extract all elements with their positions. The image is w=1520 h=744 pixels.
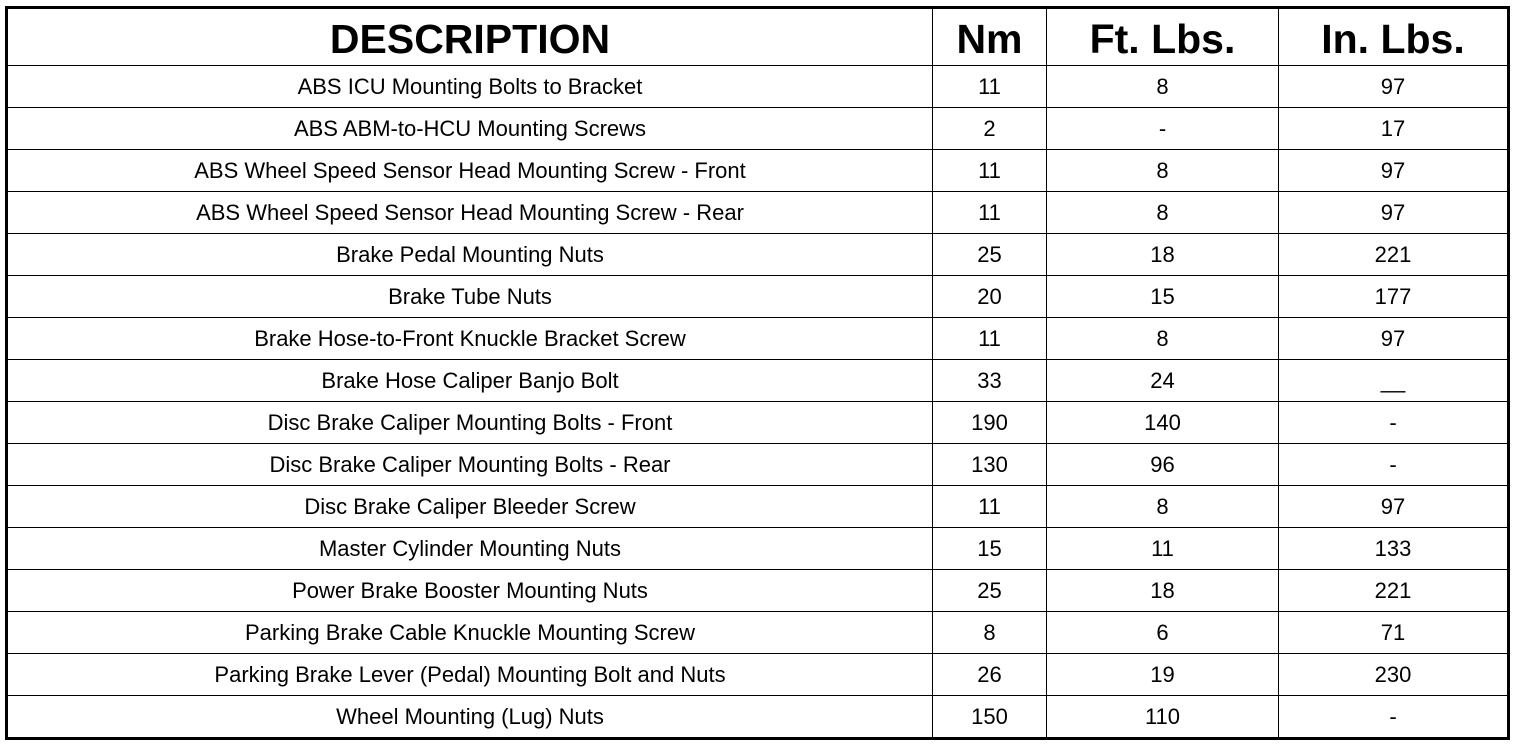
cell-nm: 190 (933, 402, 1047, 444)
cell-ft-lbs: 140 (1047, 402, 1279, 444)
cell-ft-lbs: 24 (1047, 360, 1279, 402)
cell-nm: 11 (933, 318, 1047, 360)
cell-ft-lbs: 8 (1047, 192, 1279, 234)
cell-in-lbs: 221 (1279, 234, 1509, 276)
cell-description: Power Brake Booster Mounting Nuts (7, 570, 933, 612)
table-row (7, 612, 1509, 654)
table-row (7, 570, 1509, 612)
header-ft-lbs: Ft. Lbs. (1047, 8, 1279, 66)
cell-ft-lbs: 8 (1047, 150, 1279, 192)
table-row (7, 486, 1509, 528)
cell-nm: 2 (933, 108, 1047, 150)
cell-ft-lbs: 18 (1047, 570, 1279, 612)
cell-in-lbs: 97 (1279, 486, 1509, 528)
cell-in-lbs: 97 (1279, 150, 1509, 192)
cell-nm: 130 (933, 444, 1047, 486)
cell-ft-lbs: 96 (1047, 444, 1279, 486)
cell-nm: 26 (933, 654, 1047, 696)
table-row (7, 528, 1509, 570)
cell-nm: 11 (933, 192, 1047, 234)
cell-ft-lbs: 110 (1047, 696, 1279, 739)
cell-nm: 15 (933, 528, 1047, 570)
table-row (7, 696, 1509, 739)
table-row (7, 276, 1509, 318)
header-nm: Nm (933, 8, 1047, 66)
cell-ft-lbs: 8 (1047, 486, 1279, 528)
table-row (7, 234, 1509, 276)
cell-ft-lbs: 8 (1047, 66, 1279, 108)
cell-ft-lbs: - (1047, 108, 1279, 150)
cell-in-lbs: - (1279, 402, 1509, 444)
table-body (7, 66, 1509, 739)
cell-nm: 11 (933, 150, 1047, 192)
cell-nm: 11 (933, 66, 1047, 108)
cell-nm: 25 (933, 234, 1047, 276)
header-in-lbs: In. Lbs. (1279, 8, 1509, 66)
cell-nm: 33 (933, 360, 1047, 402)
table-row (7, 150, 1509, 192)
cell-nm: 8 (933, 612, 1047, 654)
cell-description: Brake Pedal Mounting Nuts (7, 234, 933, 276)
cell-description: ABS Wheel Speed Sensor Head Mounting Screw - Front (7, 150, 933, 192)
header-row (7, 8, 1509, 66)
cell-description: Parking Brake Lever (Pedal) Mounting Bolt and Nuts (7, 654, 933, 696)
cell-description: ABS ABM-to-HCU Mounting Screws (7, 108, 933, 150)
table-header (7, 8, 1509, 66)
cell-description: Wheel Mounting (Lug) Nuts (7, 696, 933, 739)
table-row (7, 66, 1509, 108)
table-row (7, 444, 1509, 486)
cell-description: Brake Hose-to-Front Knuckle Bracket Screw (7, 318, 933, 360)
cell-nm: 150 (933, 696, 1047, 739)
cell-in-lbs: 97 (1279, 192, 1509, 234)
cell-in-lbs: 71 (1279, 612, 1509, 654)
cell-description: Disc Brake Caliper Bleeder Screw (7, 486, 933, 528)
cell-description: Brake Hose Caliper Banjo Bolt (7, 360, 933, 402)
cell-description: Brake Tube Nuts (7, 276, 933, 318)
table-row (7, 192, 1509, 234)
cell-in-lbs: 97 (1279, 318, 1509, 360)
cell-nm: 20 (933, 276, 1047, 318)
torque-specifications-table (5, 6, 1510, 740)
cell-in-lbs: 17 (1279, 108, 1509, 150)
table-row (7, 654, 1509, 696)
table-row (7, 318, 1509, 360)
cell-ft-lbs: 8 (1047, 318, 1279, 360)
header-description: DESCRIPTION (7, 8, 933, 66)
cell-in-lbs: 230 (1279, 654, 1509, 696)
table-row (7, 108, 1509, 150)
cell-in-lbs: - (1279, 444, 1509, 486)
cell-in-lbs: __ (1279, 360, 1509, 402)
table-row (7, 360, 1509, 402)
cell-in-lbs: 177 (1279, 276, 1509, 318)
cell-ft-lbs: 19 (1047, 654, 1279, 696)
cell-ft-lbs: 6 (1047, 612, 1279, 654)
cell-in-lbs: 221 (1279, 570, 1509, 612)
table-row (7, 402, 1509, 444)
cell-in-lbs: - (1279, 696, 1509, 739)
cell-description: ABS Wheel Speed Sensor Head Mounting Screw - Rear (7, 192, 933, 234)
cell-description: Parking Brake Cable Knuckle Mounting Screw (7, 612, 933, 654)
cell-ft-lbs: 15 (1047, 276, 1279, 318)
cell-description: Disc Brake Caliper Mounting Bolts - Front (7, 402, 933, 444)
cell-in-lbs: 97 (1279, 66, 1509, 108)
cell-nm: 11 (933, 486, 1047, 528)
cell-ft-lbs: 11 (1047, 528, 1279, 570)
cell-description: Master Cylinder Mounting Nuts (7, 528, 933, 570)
cell-nm: 25 (933, 570, 1047, 612)
cell-description: ABS ICU Mounting Bolts to Bracket (7, 66, 933, 108)
cell-description: Disc Brake Caliper Mounting Bolts - Rear (7, 444, 933, 486)
cell-ft-lbs: 18 (1047, 234, 1279, 276)
cell-in-lbs: 133 (1279, 528, 1509, 570)
